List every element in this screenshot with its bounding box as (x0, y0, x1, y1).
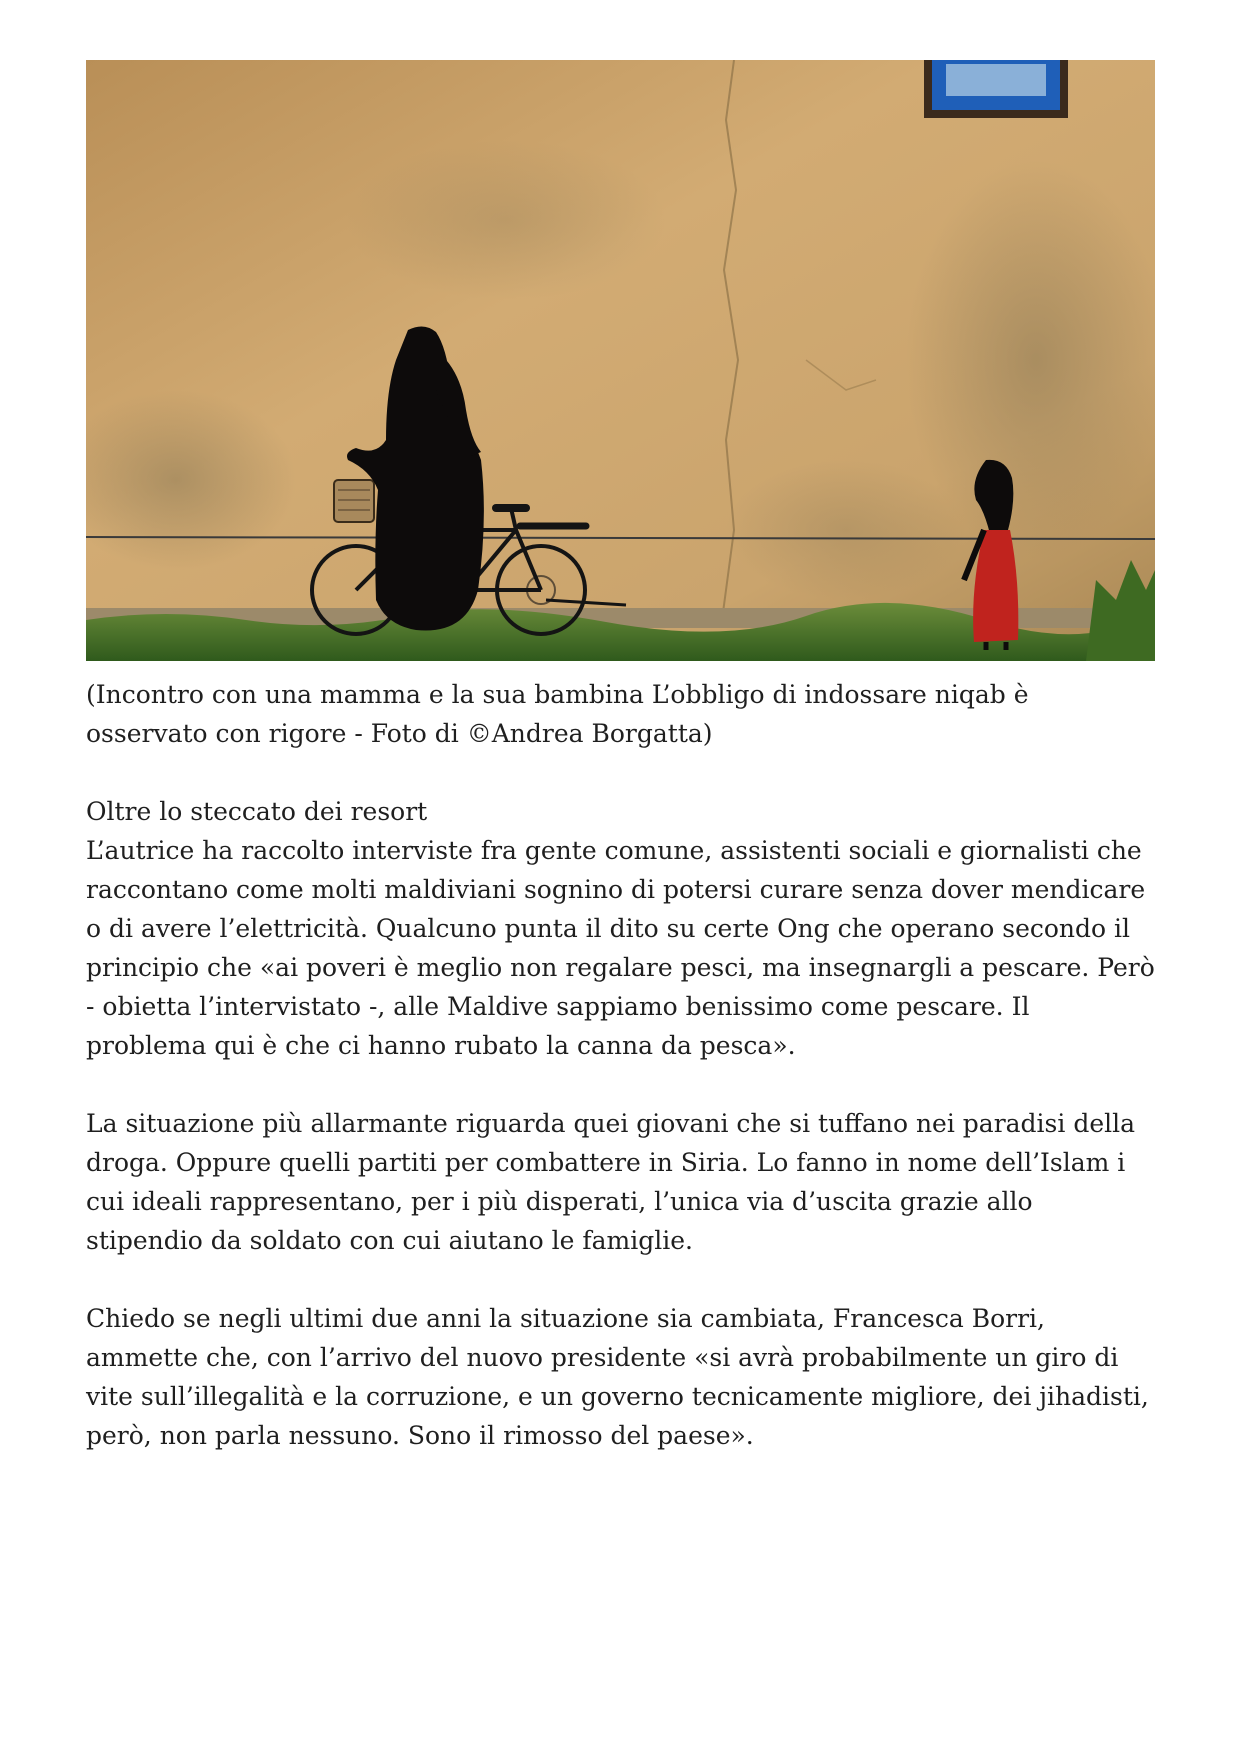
article-text (86, 675, 1155, 1455)
article-paragraph: L’autrice ha raccolto interviste fra gente comune, assistenti sociali e giornalisti che raccontano come molti maldiviani sognino di potersi curare senza dover mendicare o di avere l’elettricità. Qualcuno punta il dito su certe Ong che operano secondo il principio che «ai poveri è meglio non regalare pesci, ma insegnargli a pescare. Però - obietta l’intervistato -, alle Maldive sappiamo benissimo come pescare. Il problema qui è che ci hanno rubato la canna da pesca». (86, 836, 1155, 1060)
spacer (86, 1260, 1155, 1299)
photo-illustration (86, 60, 1155, 661)
photo-caption: (Incontro con una mamma e la sua bambina L’obbligo di indossare niqab è osservato con rigore - Foto di ©Andrea Borgatta) (86, 680, 1029, 748)
article-page (86, 60, 1155, 1455)
spacer (86, 1065, 1155, 1104)
article-paragraph: Chiedo se negli ultimi due anni la situazione sia cambiata, Francesca Borri, ammette che, con l’arrivo del nuovo presidente «si avrà probabilmente un giro di vite sull’illegalità e la corruzione, e un governo tecnicamente migliore, dei jihadisti, però, non parla nessuno. Sono il rimosso del paese». (86, 1304, 1149, 1450)
window (924, 60, 1068, 118)
article-photo (86, 60, 1155, 661)
bicycle-basket (334, 480, 374, 522)
article-paragraph: La situazione più allarmante riguarda quei giovani che si tuffano nei paradisi della droga. Oppure quelli partiti per combattere in Siria. Lo fanno in nome dell’Islam i cui ideali rappresentano, per i più disperati, l’unica via d’uscita grazie allo stipendio da soldato con cui aiutano le famiglie. (86, 1109, 1136, 1255)
section-heading: Oltre lo steccato dei resort (86, 797, 428, 826)
spacer (86, 753, 1155, 792)
